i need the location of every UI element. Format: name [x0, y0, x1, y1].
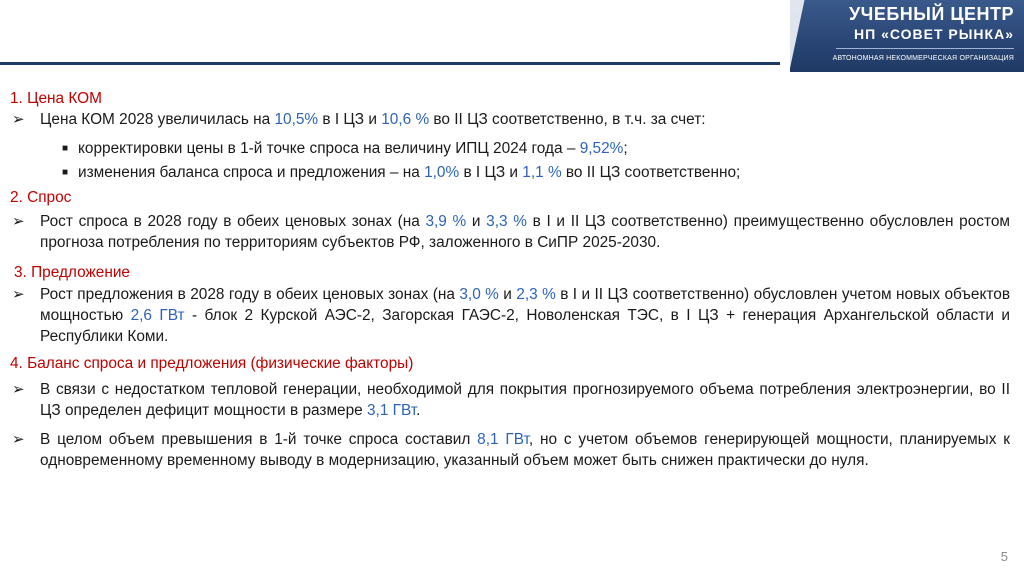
logo [790, 0, 1024, 72]
value-highlight: 1,0% [424, 164, 460, 181]
section-title-supply: 3. Предложение [14, 264, 130, 281]
value-highlight: 9,52% [579, 140, 624, 157]
bullet-text: Рост спроса в 2028 году в обеих ценовых зонах (на [40, 213, 426, 230]
bullet-text: Рост предложения в 2028 году в обеих ценовых зонах (на [40, 286, 460, 303]
bullet-text: в I и II ЦЗ соответственно) преимущественно обусловлен ростом прогноза потребления по территориям субъектов РФ, заложенного в СиПР 2025-2030. [40, 213, 1010, 251]
bullet-text: . [416, 402, 421, 419]
bullet-text: В связи с недостатком тепловой генерации, необходимой для покрытия прогнозируемого объема потребления электроэнергии, во II ЦЗ определен дефицит мощности в размере [40, 381, 1010, 419]
bullet-text: и [466, 213, 487, 230]
bullet-deficit [10, 379, 1010, 421]
bullet-text: и [498, 286, 517, 303]
bullet-text: В целом объем превышения в 1-й точке спроса составил [40, 431, 478, 448]
logo-title: УЧЕБНЫЙ ЦЕНТР [848, 4, 1014, 24]
value-highlight: 2,3 % [516, 286, 556, 303]
sub-bullet-balance [10, 162, 1010, 183]
square-bullet-icon: ■ [62, 167, 69, 178]
section-title-balance: 4. Баланс спроса и предложения (физические факторы) [10, 355, 414, 372]
value-highlight: 3,3 % [486, 213, 527, 230]
page-number: 5 [1000, 549, 1008, 564]
arrow-icon: ➢ [12, 431, 25, 448]
bullet-text: ; [623, 140, 628, 157]
bullet-text: во II ЦЗ соответственно; [561, 164, 741, 181]
value-highlight: 2,6 ГВт [130, 307, 185, 324]
arrow-icon: ➢ [12, 381, 25, 398]
value-highlight: 8,1 ГВт [477, 431, 529, 448]
square-bullet-icon: ■ [62, 143, 69, 154]
bullet-text: - блок 2 Курской АЭС-2, Загорская ГАЭС-2, Новоленская ТЭС, в I ЦЗ + генерация Архангельской области и Республики Коми. [40, 307, 1010, 345]
bullet-text: Цена КОМ 2028 увеличилась на [40, 111, 275, 128]
logo-divider [836, 48, 1014, 49]
bullet-excess [10, 429, 1010, 471]
bullet-text: во II ЦЗ соответственно, в т.ч. за счет: [429, 111, 706, 128]
arrow-icon: ➢ [12, 213, 25, 230]
bullet-text: изменения баланса спроса и предложения – на [78, 164, 425, 181]
section-title-demand: 2. Спрос [10, 189, 72, 206]
value-highlight: 3,0 % [459, 286, 499, 303]
logo-caption: АВТОНОМНАЯ НЕКОММЕРЧЕСКАЯ ОРГАНИЗАЦИЯ [832, 55, 1014, 62]
slide-content [10, 88, 1010, 471]
arrow-icon: ➢ [12, 286, 25, 303]
sub-bullet-cpi [10, 138, 1010, 159]
value-highlight: 1,1 % [522, 164, 562, 181]
bullet-text: , но с учетом объемов генерирующей мощности, планируемых к одновременному временному выводу в модернизацию, указанный объем может быть снижен практически до нуля. [40, 431, 1010, 469]
value-highlight: 10,5% [274, 111, 319, 128]
bullet-demand [10, 211, 1010, 253]
bullet-price [10, 109, 1010, 130]
logo-subtitle: НП «СОВЕТ РЫНКА» [854, 26, 1014, 42]
bullet-text: корректировки цены в 1-й точке спроса на величину ИПЦ 2024 года – [78, 140, 580, 157]
bullet-text: в I ЦЗ и [318, 111, 382, 128]
value-highlight: 3,1 ГВт [366, 402, 417, 419]
bullet-text: в I ЦЗ и [459, 164, 523, 181]
bullet-supply [10, 284, 1010, 347]
section-title-price: 1. Цена КОМ [10, 90, 102, 107]
header-divider [0, 62, 780, 65]
bullet-text: в I и II ЦЗ соответственно) обусловлен учетом новых объектов мощностью [40, 286, 1011, 324]
value-highlight: 3,9 % [425, 213, 467, 230]
arrow-icon: ➢ [12, 111, 25, 128]
value-highlight: 10,6 % [381, 111, 430, 128]
